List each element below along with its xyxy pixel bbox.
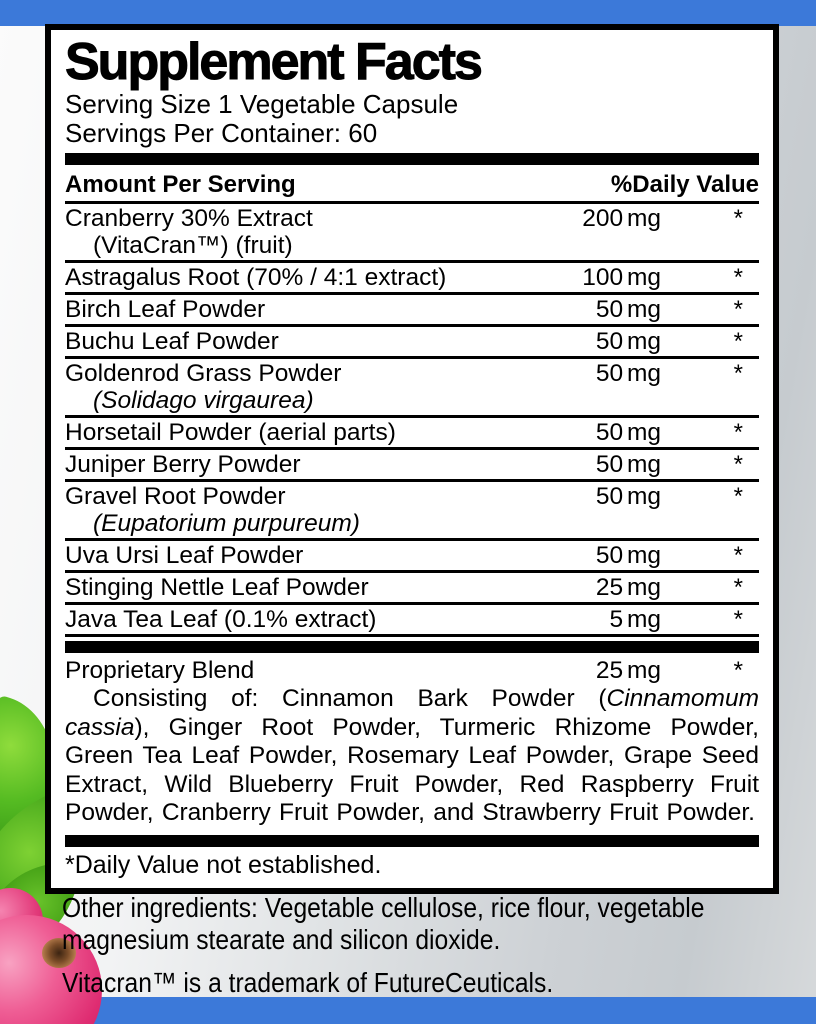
table-row [65, 450, 759, 482]
other-ingredients-line2: magnesium stearate and silicon dioxide. [62, 924, 501, 955]
ingredient-dv: * [733, 205, 743, 233]
daily-value-footnote: *Daily Value not established. [65, 850, 382, 879]
divider-thick [65, 153, 759, 165]
ingredient-name: Stinging Nettle Leaf Powder [65, 574, 369, 602]
ingredient-amount: 50 mg [595, 360, 661, 388]
ingredient-name: Horsetail Powder (aerial parts) [65, 419, 396, 447]
table-row [65, 263, 759, 295]
top-blue-bar [0, 0, 816, 26]
ingredient-name: Birch Leaf Powder [65, 296, 266, 324]
ingredient-amount: 50 mg [595, 542, 661, 570]
blend-name: Proprietary Blend [65, 657, 255, 685]
ingredient-amount: 50 mg [595, 451, 661, 479]
serving-size: Serving Size 1 Vegetable Capsule [65, 89, 459, 120]
servings-per-container: Servings Per Container: 60 [65, 118, 378, 149]
ingredient-dv: * [733, 574, 743, 602]
ingredient-latin-name: (Eupatorium purpureum) [93, 510, 360, 538]
ingredient-amount: 50 mg [595, 296, 661, 324]
ingredient-amount: 200 mg [582, 205, 661, 233]
ingredient-name: Goldenrod Grass Powder [65, 360, 342, 388]
supplement-facts-panel [45, 24, 779, 894]
ingredient-name: Gravel Root Powder [65, 483, 286, 511]
ingredient-dv: * [733, 451, 743, 479]
panel-title: Supplement Facts [65, 33, 481, 91]
blend-latin-name: Cinnamomum cassia [65, 685, 759, 741]
ingredient-amount: 50 mg [595, 419, 661, 447]
table-row [65, 327, 759, 359]
table-row [65, 482, 759, 541]
ingredient-name: Juniper Berry Powder [65, 451, 301, 479]
table-row [65, 418, 759, 450]
table-row [65, 605, 759, 637]
blend-amount: 25 mg [595, 657, 661, 685]
column-header-row [65, 168, 759, 204]
daily-value-header: %Daily Value [610, 171, 759, 199]
ingredient-amount: 100 mg [582, 264, 661, 292]
ingredient-dv: * [733, 542, 743, 570]
ingredient-amount: 50 mg [595, 328, 661, 356]
divider-thick [65, 835, 759, 847]
ingredient-amount: 25 mg [595, 574, 661, 602]
ingredient-dv: * [733, 328, 743, 356]
blend-dv: * [733, 657, 743, 685]
ingredient-latin-name: (Solidago virgaurea) [93, 387, 314, 415]
table-row [65, 359, 759, 418]
ingredient-name: Buchu Leaf Powder [65, 328, 279, 356]
ingredient-dv: * [733, 419, 743, 447]
blend-description-text: Consisting of: Cinnamon Bark Powder ( [93, 685, 607, 713]
blend-description [65, 685, 759, 830]
ingredient-dv: * [733, 360, 743, 388]
ingredient-name: Java Tea Leaf (0.1% extract) [65, 606, 377, 634]
blend-description-text: ), Ginger Root Powder, Turmeric Rhizome Powder, Green Tea Leaf Powder, Rosemary Leaf Powder, Grape Seed Extract, Wild Blueberry Fruit Powder, Red Raspberry Fruit Powder, Cranberry Fruit Powder, and Strawberry Fruit Powder. [65, 713, 759, 827]
ingredient-amount: 50 mg [595, 483, 661, 511]
table-row [65, 541, 759, 573]
ingredient-name: Uva Ursi Leaf Powder [65, 542, 304, 570]
ingredient-dv: * [733, 606, 743, 634]
ingredient-dv: * [733, 264, 743, 292]
ingredient-dv: * [733, 483, 743, 511]
trademark-note: Vitacran™ is a trademark of FutureCeuticals. [62, 967, 554, 998]
table-row [65, 204, 759, 263]
ingredient-subname: (VitaCran™) (fruit) [93, 232, 293, 260]
amount-per-serving-header: Amount Per Serving [65, 171, 296, 199]
table-row [65, 295, 759, 327]
divider-thick [65, 641, 759, 653]
other-ingredients-line1: Other ingredients: Vegetable cellulose, rice flour, vegetable [62, 892, 705, 923]
ingredient-dv: * [733, 296, 743, 324]
ingredient-name: Astragalus Root (70% / 4:1 extract) [65, 264, 447, 292]
proprietary-blend-row [65, 655, 759, 685]
other-ingredients-section [62, 892, 802, 999]
ingredient-name: Cranberry 30% Extract [65, 205, 313, 233]
ingredient-amount: 5 mg [609, 606, 661, 634]
table-row [65, 573, 759, 605]
